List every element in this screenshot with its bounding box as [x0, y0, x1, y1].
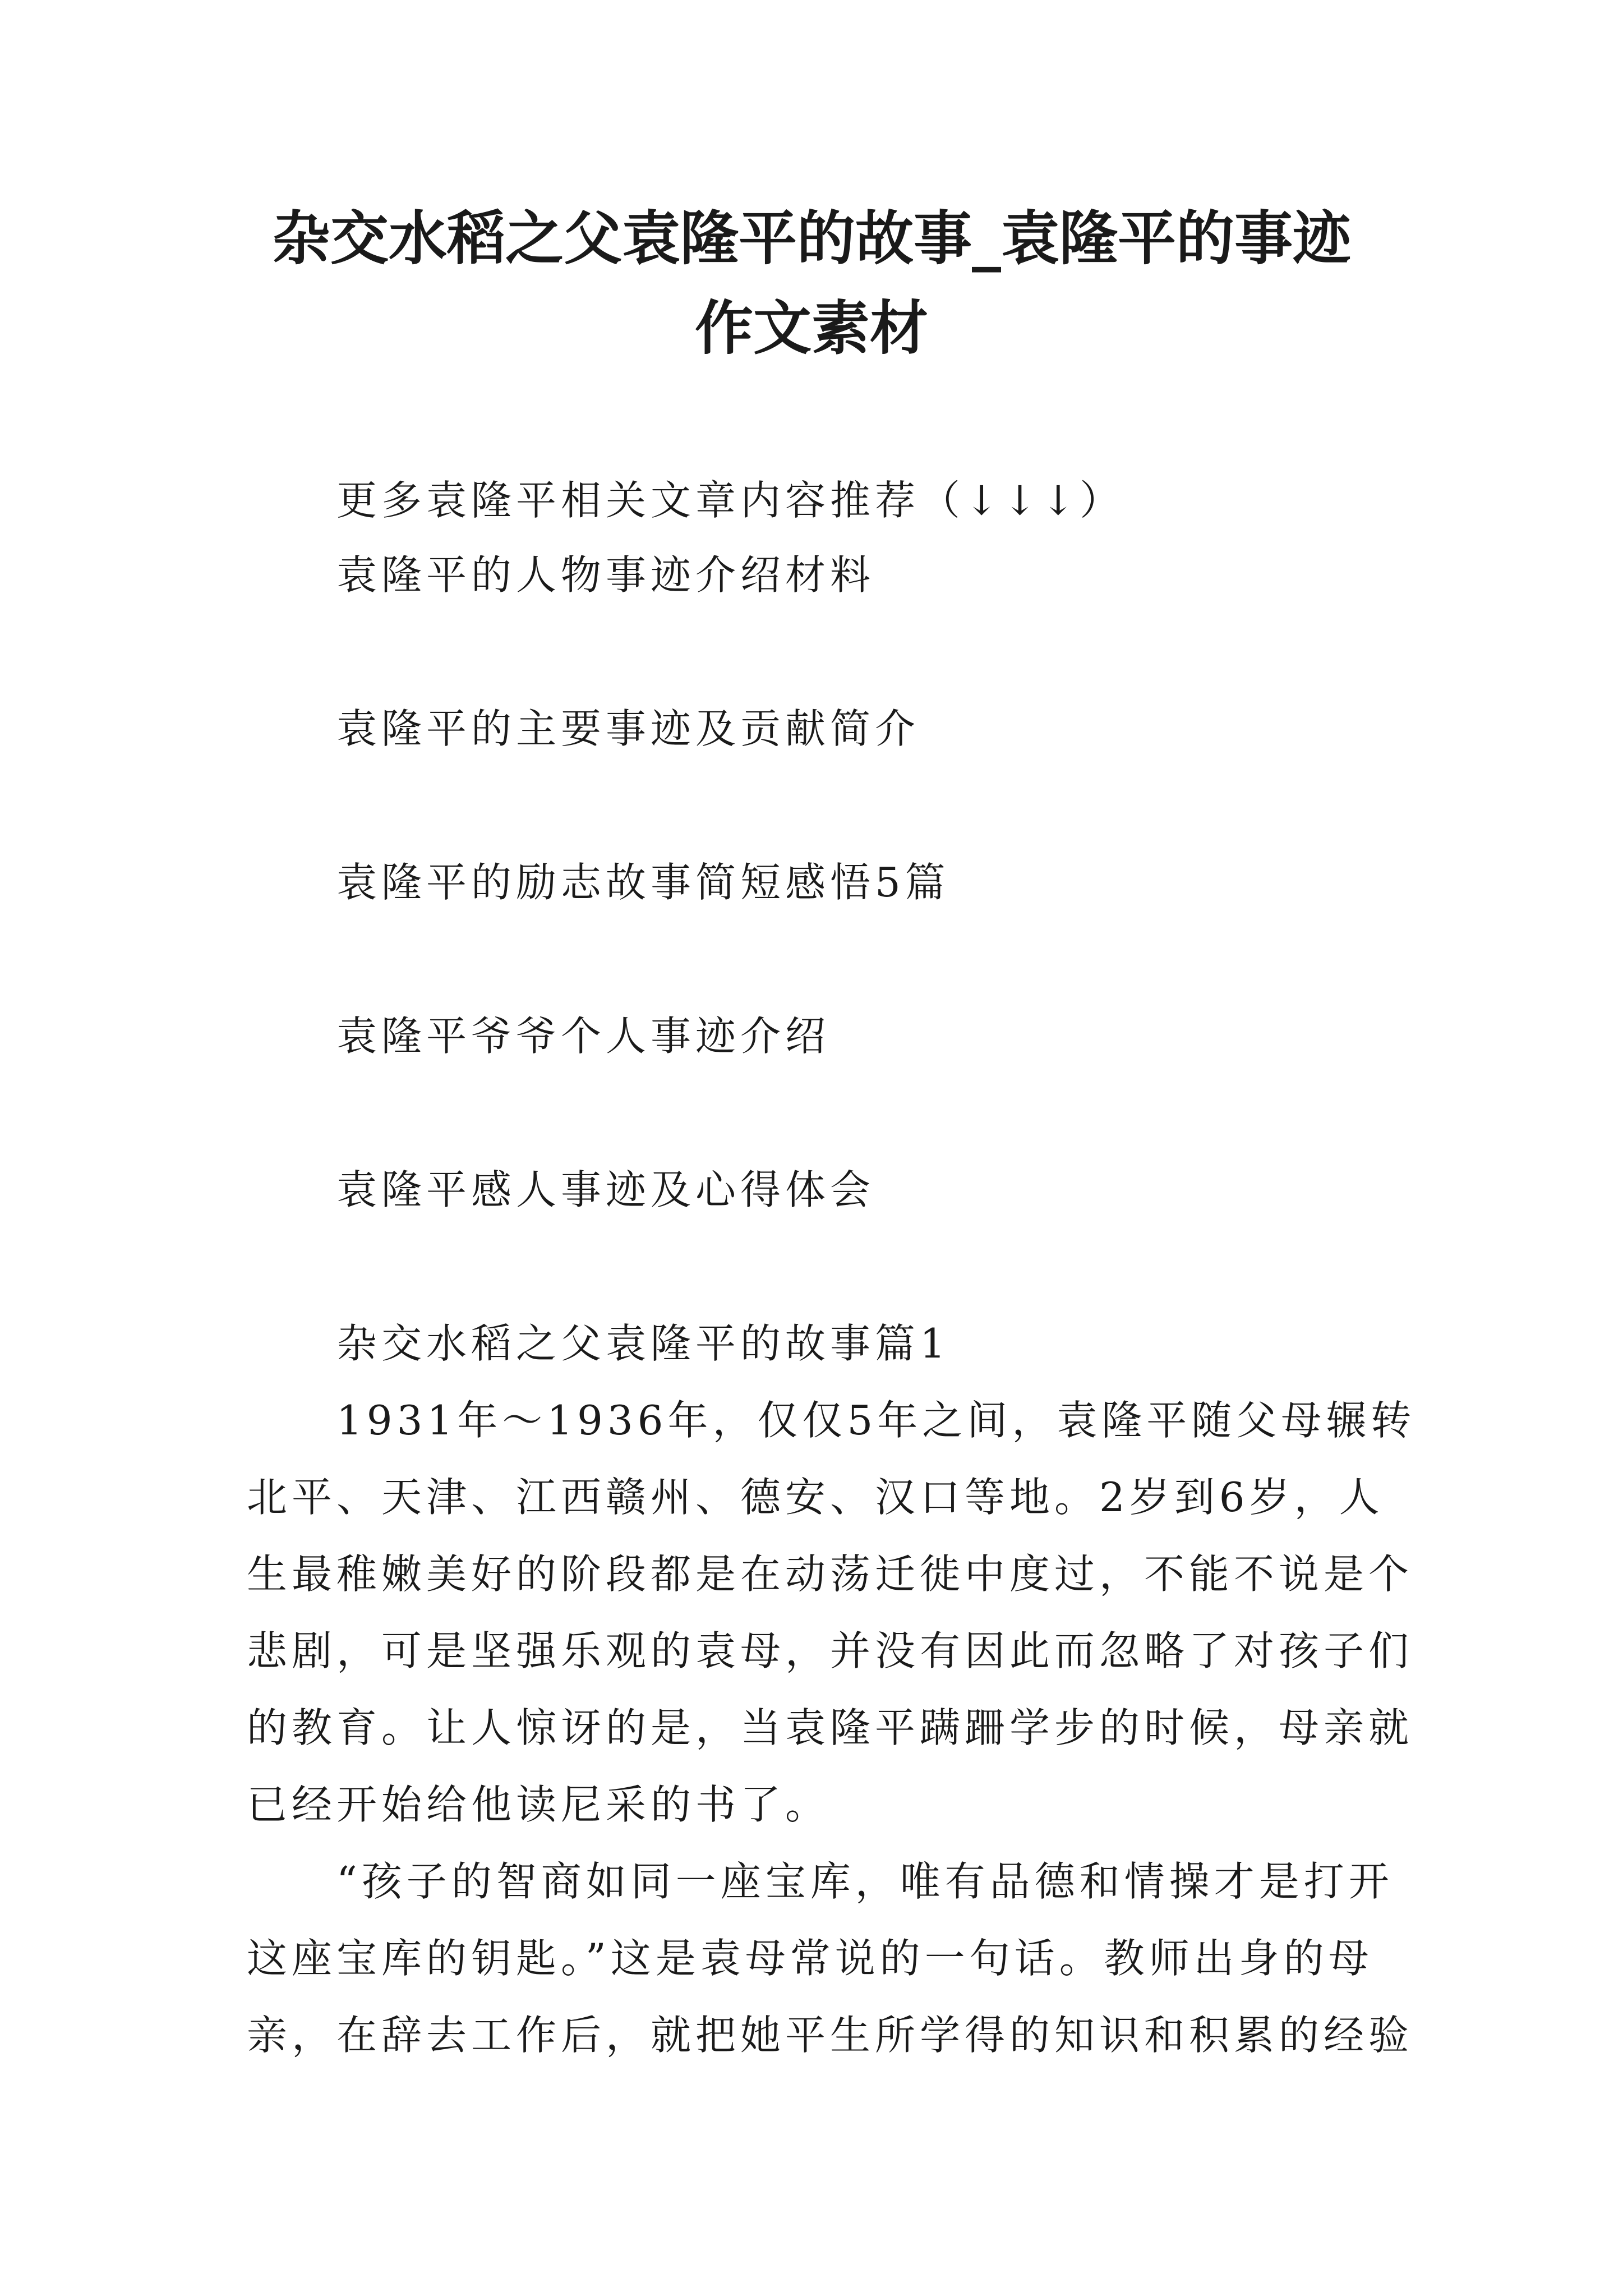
paragraph-1-line: 生最稚嫩美好的阶段都是在动荡迁徙中度过，不能不说是个	[247, 1550, 1414, 1598]
paragraph-1-line: 悲剧，可是坚强乐观的袁母，并没有因此而忽略了对孩子们	[247, 1627, 1414, 1674]
related-link-5[interactable]: 袁隆平感人事迹及心得体会	[336, 1166, 875, 1213]
paragraph-2-line: 这座宝库的钥匙。”这是袁母常说的一句话。教师出身的母	[247, 1935, 1373, 1982]
paragraph-1-line: 北平、天津、江西赣州、德安、汉口等地。2岁到6岁，人	[247, 1474, 1384, 1521]
related-link-1[interactable]: 袁隆平的人物事迹介绍材料	[336, 551, 875, 599]
paragraph-2-line: 亲，在辞去工作后，就把她平生所学得的知识和积累的经验	[247, 2012, 1414, 2059]
paragraph-1-line: 1931年～1936年，仅仅5年之间，袁隆平随父母辗转	[336, 1397, 1416, 1444]
paragraph-1-line: 已经开始给他读尼采的书了。	[247, 1781, 831, 1828]
related-link-2[interactable]: 袁隆平的主要事迹及贡献简介	[336, 705, 920, 752]
section-heading: 杂交水稻之父袁隆平的故事篇1	[336, 1320, 950, 1367]
related-link-3[interactable]: 袁隆平的励志故事简短感悟5篇	[336, 859, 950, 906]
related-link-4[interactable]: 袁隆平爷爷个人事迹介绍	[336, 1013, 831, 1060]
paragraph-2-line: “孩子的智商如同一座宝库，唯有品德和情操才是打开	[336, 1858, 1394, 1905]
paragraph-1-line: 的教育。让人惊讶的是，当袁隆平蹒跚学步的时候，母亲就	[247, 1704, 1414, 1751]
document-title-line-1: 杂交水稻之父袁隆平的故事_袁隆平的事迹	[271, 204, 1351, 273]
document-title-line-2: 作文素材	[694, 293, 928, 362]
recommend-header: 更多袁隆平相关文章内容推荐（↓↓↓）	[336, 477, 1124, 524]
